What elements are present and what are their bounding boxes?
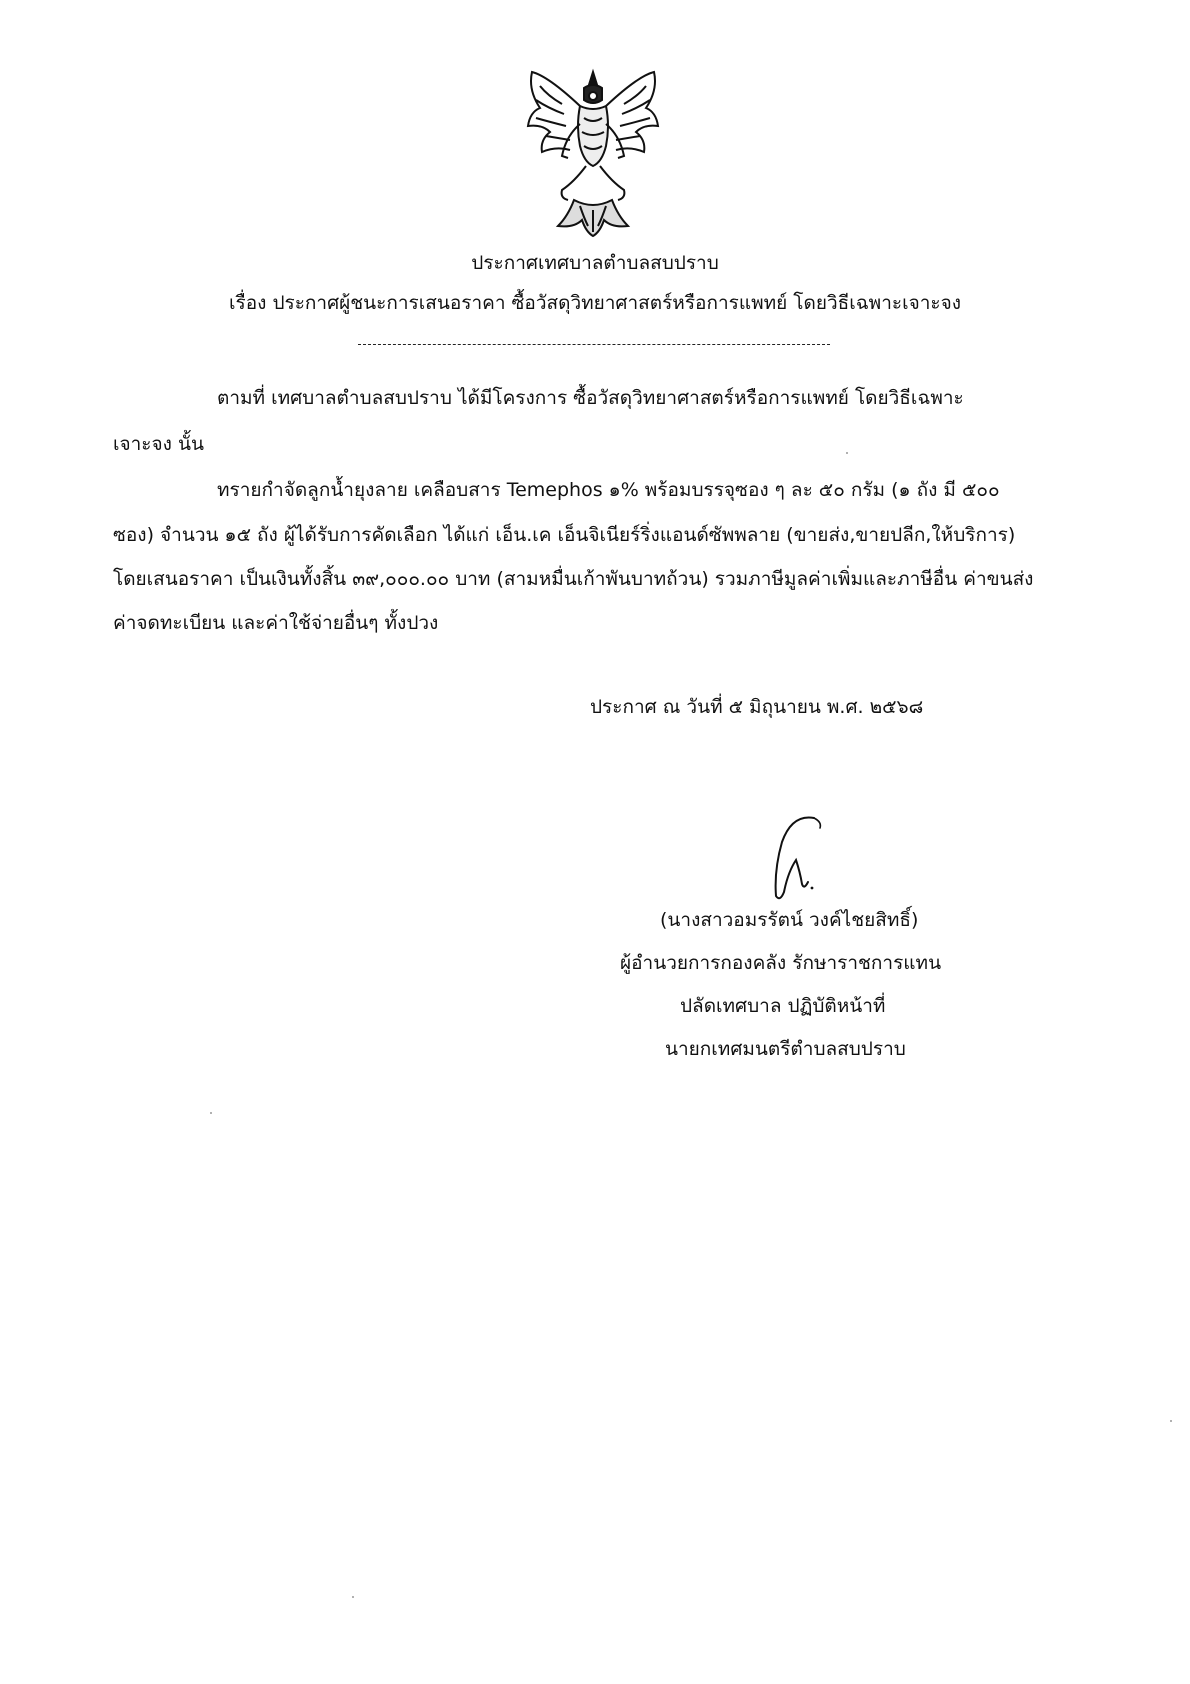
paragraph-2-line-4: ค่าจดทะเบียน และค่าใช้จ่ายอื่นๆ ทั้งปวง (113, 612, 439, 634)
scan-speck (1170, 1420, 1172, 1422)
announcement-date: ประกาศ ณ วันที่ ๕ มิถุนายน พ.ศ. ๒๕๖๘ (590, 696, 924, 718)
paragraph-2-line-2: ซอง) จำนวน ๑๕ ถัง ผู้ได้รับการคัดเลือก ได้แก่ เอ็น.เค เอ็นจิเนียร์ริ่งแอนด์ซัพพลาย (ขายส่ง,ขายปลีก,ให้บริการ) (113, 524, 1016, 546)
signer-position-2: ปลัดเทศบาล ปฏิบัติหน้าที่ (680, 995, 886, 1017)
signer-position-3: นายกเทศมนตรีตำบลสบปราบ (665, 1038, 906, 1060)
scan-speck (210, 1112, 212, 1114)
handwritten-signature-icon (762, 812, 832, 904)
header-divider (358, 344, 830, 345)
document-subject: เรื่อง ประกาศผู้ชนะการเสนอราคา ซื้อวัสดุวิทยาศาสตร์หรือการแพทย์ โดยวิธีเฉพาะเจาะจง (229, 292, 961, 314)
signer-name: (นางสาวอมรรัตน์ วงค์ไชยสิทธิ์) (660, 909, 919, 931)
paragraph-2-line-3: โดยเสนอราคา เป็นเงินทั้งสิ้น ๓๙,๐๐๐.๐๐ บาท (สามหมื่นเก้าพันบาทถ้วน) รวมภาษีมูลค่าเพิ่มและภาษีอื่น ค่าขนส่ง (113, 568, 1034, 590)
paragraph-1-line-1: ตามที่ เทศบาลตำบลสบปราบ ได้มีโครงการ ซื้อวัสดุวิทยาศาสตร์หรือการแพทย์ โดยวิธีเฉพาะ (217, 387, 964, 409)
scan-speck (846, 452, 848, 454)
paragraph-1-line-2: เจาะจง นั้น (113, 433, 204, 455)
signer-position-1: ผู้อำนวยการกองคลัง รักษาราชการแทน (620, 952, 942, 974)
paragraph-2-line-1: ทรายกำจัดลูกน้ำยุงลาย เคลือบสาร Temephos ๑% พร้อมบรรจุซอง ๆ ละ ๕๐ กรัม (๑ ถัง มี ๕๐๐ (217, 479, 1000, 501)
document-title: ประกาศเทศบาลตำบลสบปราบ (471, 252, 719, 274)
garuda-emblem-icon (518, 66, 668, 238)
scan-speck (352, 1596, 354, 1598)
